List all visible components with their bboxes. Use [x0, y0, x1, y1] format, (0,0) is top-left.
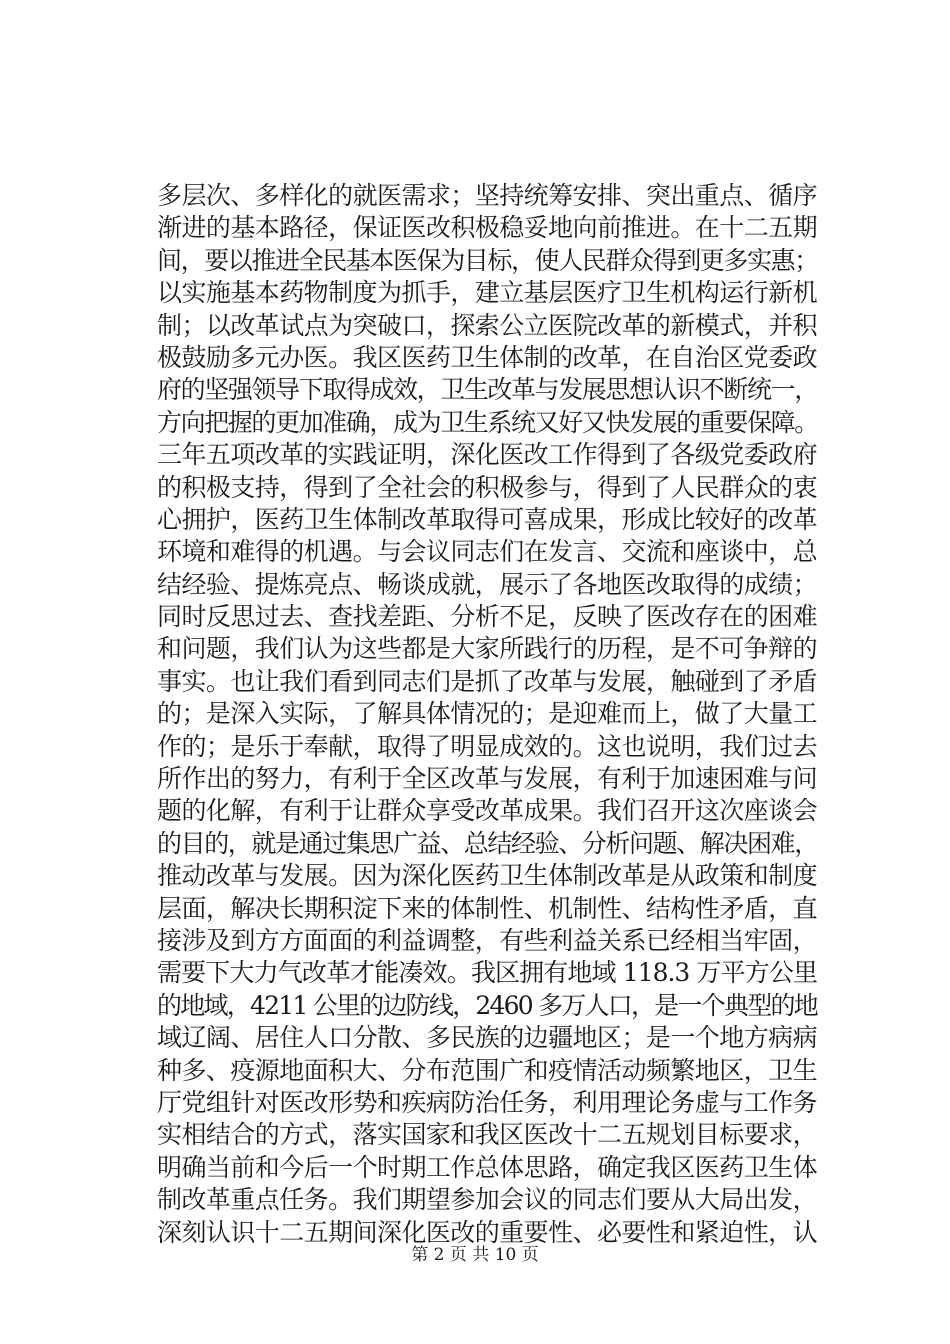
text-line: 府的坚强领导下取得成效，卫生改革与发展思想认识不断统一， [157, 375, 818, 405]
text-line: 极鼓励多元办医。我区医药卫生体制的改革，在自治区党委政 [157, 342, 817, 372]
text-line: 深刻认识十二五期间深化医改的重要性、必要性和紧迫性，认 [157, 1217, 817, 1247]
text-line: 作的；是乐于奉献，取得了明显成效的。这也说明，我们过去 [157, 731, 817, 761]
text-line: 同时反思过去、查找差距、分析不足，反映了医改存在的困难 [157, 602, 817, 632]
text-line: 实相结合的方式，落实国家和我区医改十二五规划目标要求， [157, 1120, 817, 1150]
text-line: 的；是深入实际，了解具体情况的；是迎难而上，做了大量工 [157, 699, 817, 729]
text-line: 所作出的努力，有利于全区改革与发展，有利于加速困难与问 [157, 764, 817, 794]
text-line: 间，要以推进全民基本医保为目标，使人民群众得到更多实惠； [157, 245, 818, 275]
text-line: 制改革重点任务。我们期望参加会议的同志们要从大局出发， [157, 1185, 817, 1215]
text-line: 事实。也让我们看到同志们是抓了改革与发展，触碰到了矛盾 [157, 666, 817, 696]
text-line: 题的化解，有利于让群众享受改革成果。我们召开这次座谈会 [157, 796, 817, 826]
text-line: 的目的，就是通过集思广益、总结经验、分析问题、解决困难， [157, 828, 818, 858]
text-line: 方向把握的更加准确，成为卫生系统又好又快发展的重要保障。 [157, 407, 818, 437]
text-line: 需要下大力气改革才能凑效。我区拥有地域 118.3 万平方公里 [157, 958, 817, 988]
text-line: 三年五项改革的实践证明，深化医改工作得到了各级党委政府 [157, 440, 817, 470]
text-line: 环境和难得的机遇。与会议同志们在发言、交流和座谈中，总 [157, 537, 817, 567]
text-line: 渐进的基本路径，保证医改积极稳妥地向前推进。在十二五期 [157, 213, 817, 243]
text-line: 和问题，我们认为这些都是大家所践行的历程，是不可争辩的 [157, 634, 817, 664]
page-number-footer: 第 2 页 共 10 页 [411, 1245, 539, 1265]
text-line: 心拥护，医药卫生体制改革取得可喜成果，形成比较好的改革 [157, 504, 817, 534]
text-line: 明确当前和今后一个时期工作总体思路，确定我区医药卫生体 [157, 1152, 817, 1182]
text-line: 域辽阔、居住人口分散、多民族的边疆地区；是一个地方病病 [157, 1023, 817, 1053]
text-line: 结经验、提炼亮点、畅谈成就，展示了各地医改取得的成绩； [157, 569, 817, 599]
text-line: 以实施基本药物制度为抓手，建立基层医疗卫生机构运行新机 [157, 278, 817, 308]
text-line: 层面，解决长期积淀下来的体制性、机制性、结构性矛盾，直 [157, 893, 817, 923]
text-line: 多层次、多样化的就医需求；坚持统筹安排、突出重点、循序 [157, 181, 817, 210]
text-line: 厅党组针对医改形势和疾病防治任务，利用理论务虚与工作务 [157, 1087, 817, 1117]
text-line: 制；以改革试点为突破口，探索公立医院改革的新模式，并积 [157, 310, 817, 340]
body-paragraph [157, 180, 817, 1249]
text-line: 接涉及到方方面面的利益调整，有些利益关系已经相当牢固， [157, 925, 817, 955]
text-line: 推动改革与发展。因为深化医药卫生体制改革是从政策和制度 [157, 861, 817, 891]
text-line: 的地域，4211 公里的边防线，2460 多万人口，是一个典型的地 [157, 990, 817, 1020]
text-line: 种多、疫源地面积大、分布范围广和疫情活动频繁地区，卫生 [157, 1055, 817, 1085]
text-line: 的积极支持，得到了全社会的积极参与，得到了人民群众的衷 [157, 472, 817, 502]
